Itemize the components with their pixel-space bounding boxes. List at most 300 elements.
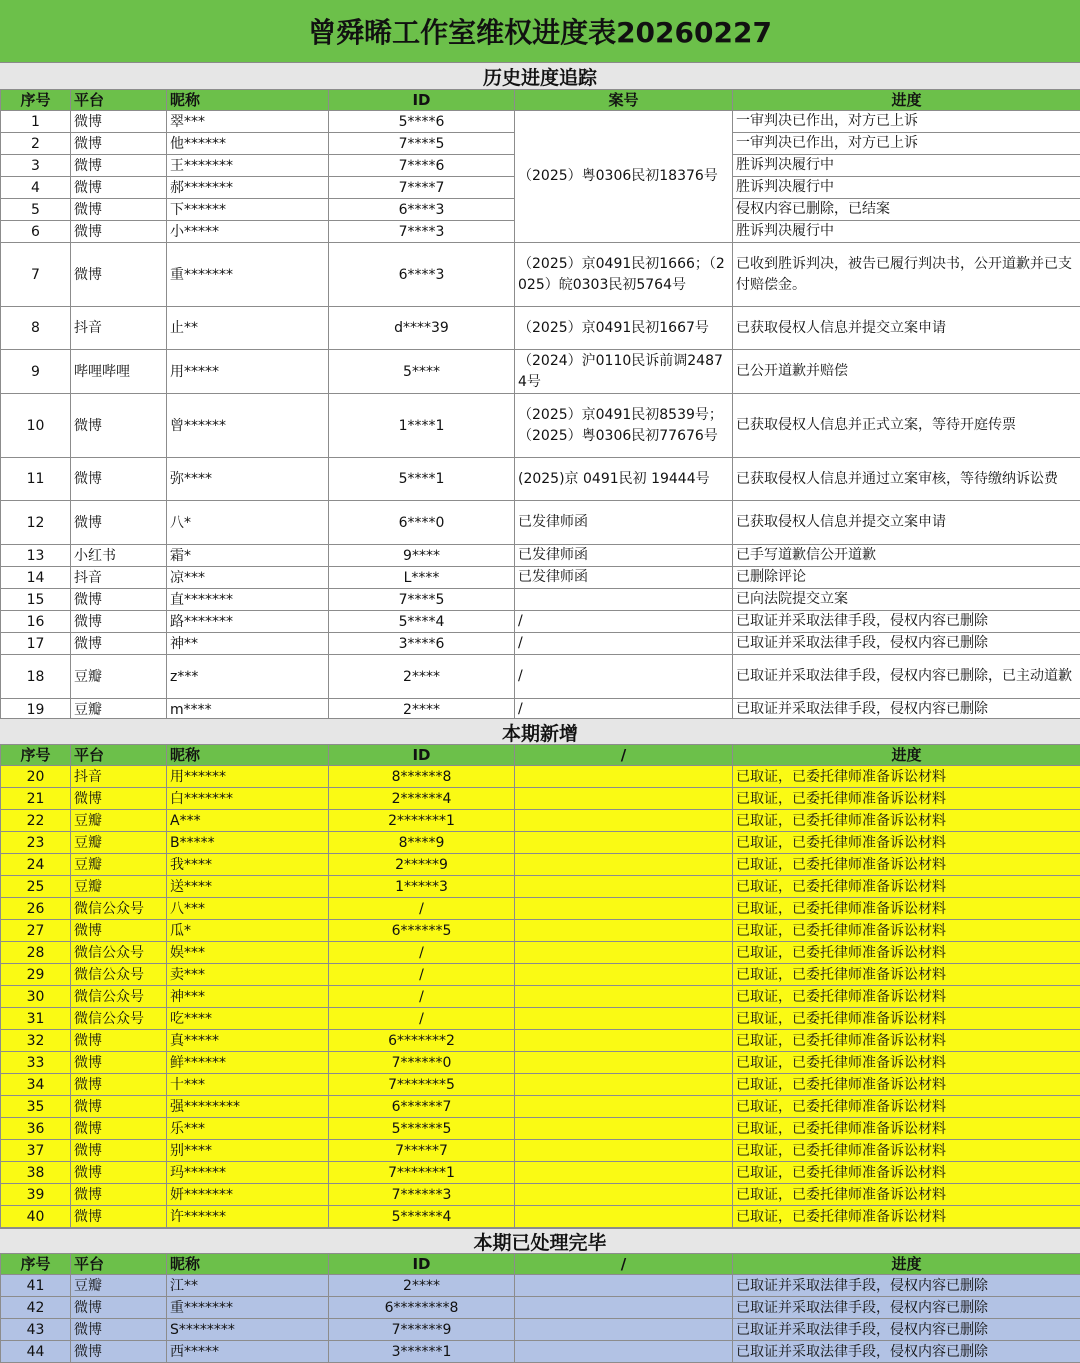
progress-cell: 已取证，已委托律师准备诉讼材料 (733, 788, 1080, 810)
platform-cell: 豆瓣 (71, 1275, 167, 1297)
platform-cell: 微博 (71, 1118, 167, 1140)
platform-cell: 微博 (71, 155, 167, 177)
id-cell: 7*******5 (329, 1074, 515, 1096)
case-number-cell (515, 986, 733, 1008)
row-number: 4 (1, 177, 71, 199)
platform-cell: 微博 (71, 1074, 167, 1096)
case-number-cell: / (515, 633, 733, 655)
case-number-cell (515, 854, 733, 876)
row-number: 43 (1, 1319, 71, 1341)
row-number: 26 (1, 898, 71, 920)
table-row (1, 1341, 1080, 1363)
progress-cell: 已取证，已委托律师准备诉讼材料 (733, 986, 1080, 1008)
row-number: 25 (1, 876, 71, 898)
platform-cell: 微博 (71, 1140, 167, 1162)
progress-cell: 已取证并采取法律手段，侵权内容已删除 (733, 1319, 1080, 1341)
id-cell: 7****5 (329, 589, 515, 611)
progress-cell: 已手写道歉信公开道歉 (733, 545, 1080, 567)
nickname-cell: 娱*** (167, 942, 329, 964)
table-row (1, 920, 1080, 942)
id-cell: 2**** (329, 655, 515, 699)
progress-cell: 已收到胜诉判决，被告已履行判决书，公开道歉并已支付赔偿金。 (733, 243, 1080, 307)
nickname-cell: 强******** (167, 1096, 329, 1118)
case-number-cell (515, 788, 733, 810)
case-number-cell (515, 766, 733, 788)
nickname-cell: 用***** (167, 350, 329, 394)
progress-cell: 已取证，已委托律师准备诉讼材料 (733, 810, 1080, 832)
progress-cell: 一审判决已作出，对方已上诉 (733, 133, 1080, 155)
row-number: 19 (1, 699, 71, 721)
row-number: 38 (1, 1162, 71, 1184)
id-cell: 6*******2 (329, 1030, 515, 1052)
table-row (1, 1140, 1080, 1162)
platform-cell: 微博 (71, 1096, 167, 1118)
col-header-no: 序号 (1, 745, 71, 766)
table-row (1, 832, 1080, 854)
col-header-id: ID (329, 1254, 515, 1275)
table-row (1, 243, 1080, 307)
case-number-cell (515, 1319, 733, 1341)
platform-cell: 微博 (71, 1184, 167, 1206)
case-number-cell (515, 1074, 733, 1096)
id-cell: / (329, 942, 515, 964)
nickname-cell: 王******* (167, 155, 329, 177)
platform-cell: 微信公众号 (71, 964, 167, 986)
section-new-title: 本期新增 (0, 718, 1080, 746)
progress-cell: 已取证，已委托律师准备诉讼材料 (733, 854, 1080, 876)
row-number: 44 (1, 1341, 71, 1363)
platform-cell: 微信公众号 (71, 986, 167, 1008)
nickname-cell: 重******* (167, 1297, 329, 1319)
nickname-cell: S******** (167, 1319, 329, 1341)
table-row (1, 589, 1080, 611)
platform-cell: 微博 (71, 920, 167, 942)
table-row (1, 1096, 1080, 1118)
progress-cell: 一审判决已作出，对方已上诉 (733, 111, 1080, 133)
row-number: 12 (1, 501, 71, 545)
id-cell: 5****4 (329, 611, 515, 633)
row-number: 3 (1, 155, 71, 177)
progress-cell: 已取证，已委托律师准备诉讼材料 (733, 964, 1080, 986)
row-number: 29 (1, 964, 71, 986)
progress-cell: 胜诉判决履行中 (733, 221, 1080, 243)
nickname-cell: 八* (167, 501, 329, 545)
progress-cell: 已取证，已委托律师准备诉讼材料 (733, 1206, 1080, 1228)
progress-cell: 已取证并采取法律手段，侵权内容已删除 (733, 611, 1080, 633)
row-number: 6 (1, 221, 71, 243)
row-number: 2 (1, 133, 71, 155)
col-header-nickname: 昵称 (167, 90, 329, 111)
row-number: 11 (1, 458, 71, 501)
nickname-cell: 弥**** (167, 458, 329, 501)
table-row (1, 567, 1080, 589)
table-row (1, 986, 1080, 1008)
table-row (1, 810, 1080, 832)
nickname-cell: 凉*** (167, 567, 329, 589)
nickname-cell: 霜* (167, 545, 329, 567)
table-row (1, 394, 1080, 458)
row-number: 1 (1, 111, 71, 133)
nickname-cell: 鲜****** (167, 1052, 329, 1074)
id-cell: 8******8 (329, 766, 515, 788)
nickname-cell: 八*** (167, 898, 329, 920)
row-number: 31 (1, 1008, 71, 1030)
row-number: 33 (1, 1052, 71, 1074)
progress-cell: 已取证，已委托律师准备诉讼材料 (733, 898, 1080, 920)
platform-cell: 微博 (71, 611, 167, 633)
case-number-cell (515, 1184, 733, 1206)
nickname-cell: 妍******* (167, 1184, 329, 1206)
id-cell: 7****3 (329, 221, 515, 243)
case-number-cell (515, 1297, 733, 1319)
table-row (1, 854, 1080, 876)
id-cell: / (329, 898, 515, 920)
case-number-cell (515, 1052, 733, 1074)
nickname-cell: 重******* (167, 243, 329, 307)
platform-cell: 微博 (71, 133, 167, 155)
id-cell: 7*******1 (329, 1162, 515, 1184)
nickname-cell: 路******* (167, 611, 329, 633)
case-number-cell (515, 832, 733, 854)
platform-cell: 微博 (71, 1162, 167, 1184)
row-number: 24 (1, 854, 71, 876)
id-cell: 9**** (329, 545, 515, 567)
progress-cell: 已公开道歉并赔偿 (733, 350, 1080, 394)
row-number: 40 (1, 1206, 71, 1228)
table-row (1, 766, 1080, 788)
nickname-cell: 卖*** (167, 964, 329, 986)
row-number: 5 (1, 199, 71, 221)
id-cell: 2*****9 (329, 854, 515, 876)
platform-cell: 豆瓣 (71, 699, 167, 721)
nickname-cell: 白******* (167, 788, 329, 810)
table-row (1, 1118, 1080, 1140)
table-row (1, 1206, 1080, 1228)
case-number-cell (515, 898, 733, 920)
id-cell: 6****3 (329, 243, 515, 307)
case-number-cell (515, 876, 733, 898)
progress-cell: 已取证，已委托律师准备诉讼材料 (733, 766, 1080, 788)
platform-cell: 豆瓣 (71, 832, 167, 854)
id-cell: 3******1 (329, 1341, 515, 1363)
table-row (1, 1319, 1080, 1341)
header-row (1, 1254, 1080, 1275)
progress-cell: 已取证并采取法律手段，侵权内容已删除 (733, 633, 1080, 655)
table-row (1, 1275, 1080, 1297)
case-number-cell (515, 1118, 733, 1140)
progress-cell: 已取证并采取法律手段，侵权内容已删除 (733, 1297, 1080, 1319)
progress-cell: 已取证，已委托律师准备诉讼材料 (733, 942, 1080, 964)
case-number-cell: / (515, 699, 733, 721)
id-cell: 5**** (329, 350, 515, 394)
id-cell: 6******7 (329, 1096, 515, 1118)
table-row (1, 633, 1080, 655)
table-row (1, 898, 1080, 920)
case-number-cell: （2025）京0491民初8539号；（2025）粤0306民初77676号 (515, 394, 733, 458)
platform-cell: 微博 (71, 589, 167, 611)
progress-cell: 已取证并采取法律手段，侵权内容已删除，已主动道歉 (733, 655, 1080, 699)
row-number: 27 (1, 920, 71, 942)
progress-cell: 已取证，已委托律师准备诉讼材料 (733, 920, 1080, 942)
id-cell: / (329, 986, 515, 1008)
id-cell: 5******5 (329, 1118, 515, 1140)
nickname-cell: m**** (167, 699, 329, 721)
id-cell: 1*****3 (329, 876, 515, 898)
nickname-cell: 止** (167, 307, 329, 350)
platform-cell: 微信公众号 (71, 942, 167, 964)
platform-cell: 抖音 (71, 766, 167, 788)
header-row (1, 745, 1080, 766)
case-number-cell (515, 942, 733, 964)
case-number-cell (515, 964, 733, 986)
progress-cell: 已向法院提交立案 (733, 589, 1080, 611)
col-header-id: ID (329, 745, 515, 766)
platform-cell: 微博 (71, 243, 167, 307)
case-number-cell (515, 1341, 733, 1363)
id-cell: 6********8 (329, 1297, 515, 1319)
nickname-cell: 江** (167, 1275, 329, 1297)
platform-cell: 微博 (71, 501, 167, 545)
platform-cell: 抖音 (71, 567, 167, 589)
platform-cell: 哔哩哔哩 (71, 350, 167, 394)
col-header-platform: 平台 (71, 90, 167, 111)
platform-cell: 微信公众号 (71, 1008, 167, 1030)
row-number: 8 (1, 307, 71, 350)
platform-cell: 微博 (71, 633, 167, 655)
table-row (1, 611, 1080, 633)
case-number-cell: 已发律师函 (515, 567, 733, 589)
col-header-no: 序号 (1, 1254, 71, 1275)
id-cell: d****39 (329, 307, 515, 350)
col-header-id: ID (329, 90, 515, 111)
col-header-case: 案号 (515, 90, 733, 111)
table-row (1, 942, 1080, 964)
nickname-cell: 我**** (167, 854, 329, 876)
case-number-cell (515, 1162, 733, 1184)
nickname-cell: 神** (167, 633, 329, 655)
id-cell: 6****3 (329, 199, 515, 221)
case-number-cell (515, 1275, 733, 1297)
progress-cell: 已获取侵权人信息并正式立案，等待开庭传票 (733, 394, 1080, 458)
progress-cell: 已取证，已委托律师准备诉讼材料 (733, 1008, 1080, 1030)
nickname-cell: 神*** (167, 986, 329, 1008)
id-cell: 1****1 (329, 394, 515, 458)
case-number-cell: （2025）京0491民初1667号 (515, 307, 733, 350)
platform-cell: 微博 (71, 1341, 167, 1363)
id-cell: 6****0 (329, 501, 515, 545)
progress-cell: 侵权内容已删除，已结案 (733, 199, 1080, 221)
case-number-cell (515, 920, 733, 942)
id-cell: 7******3 (329, 1184, 515, 1206)
col-header-progress: 进度 (733, 90, 1080, 111)
nickname-cell: 许****** (167, 1206, 329, 1228)
nickname-cell: 真***** (167, 1030, 329, 1052)
progress-cell: 胜诉判决履行中 (733, 155, 1080, 177)
table-row (1, 1297, 1080, 1319)
nickname-cell: 吃**** (167, 1008, 329, 1030)
id-cell: / (329, 1008, 515, 1030)
nickname-cell: 小***** (167, 221, 329, 243)
row-number: 18 (1, 655, 71, 699)
table-row (1, 111, 1080, 133)
progress-cell: 胜诉判决履行中 (733, 177, 1080, 199)
id-cell: 7****7 (329, 177, 515, 199)
platform-cell: 微博 (71, 111, 167, 133)
nickname-cell: 直******* (167, 589, 329, 611)
id-cell: 2**** (329, 699, 515, 721)
platform-cell: 微信公众号 (71, 898, 167, 920)
progress-cell: 已取证，已委托律师准备诉讼材料 (733, 1074, 1080, 1096)
nickname-cell: 十*** (167, 1074, 329, 1096)
nickname-cell: 曾****** (167, 394, 329, 458)
progress-cell: 已取证，已委托律师准备诉讼材料 (733, 1030, 1080, 1052)
case-number-cell: 已发律师函 (515, 545, 733, 567)
row-number: 10 (1, 394, 71, 458)
row-number: 22 (1, 810, 71, 832)
platform-cell: 微博 (71, 1052, 167, 1074)
progress-cell: 已取证，已委托律师准备诉讼材料 (733, 1140, 1080, 1162)
progress-cell: 已取证，已委托律师准备诉讼材料 (733, 1096, 1080, 1118)
case-number-cell: （2024）沪0110民诉前调24874号 (515, 350, 733, 394)
case-number-cell: （2025）京0491民初1666；（2025）皖0303民初5764号 (515, 243, 733, 307)
platform-cell: 小红书 (71, 545, 167, 567)
case-number-cell: / (515, 655, 733, 699)
header-row (1, 90, 1080, 111)
nickname-cell: 翠*** (167, 111, 329, 133)
row-number: 30 (1, 986, 71, 1008)
case-number-cell: 已发律师函 (515, 501, 733, 545)
nickname-cell: 用****** (167, 766, 329, 788)
row-number: 17 (1, 633, 71, 655)
col-header-progress: 进度 (733, 745, 1080, 766)
platform-cell: 微博 (71, 199, 167, 221)
table-row (1, 1184, 1080, 1206)
progress-cell: 已取证，已委托律师准备诉讼材料 (733, 876, 1080, 898)
sheet-title: 曾舜晞工作室维权进度表20260227 (0, 0, 1080, 63)
section-history-title: 历史进度追踪 (0, 62, 1080, 91)
nickname-cell: 西***** (167, 1341, 329, 1363)
nickname-cell: A*** (167, 810, 329, 832)
platform-cell: 微博 (71, 788, 167, 810)
case-number-cell (515, 1008, 733, 1030)
progress-cell: 已取证，已委托律师准备诉讼材料 (733, 832, 1080, 854)
table-row (1, 350, 1080, 394)
progress-cell: 已取证，已委托律师准备诉讼材料 (733, 1162, 1080, 1184)
col-header-case: / (515, 1254, 733, 1275)
id-cell: 5******4 (329, 1206, 515, 1228)
nickname-cell: 乐*** (167, 1118, 329, 1140)
table-row (1, 1052, 1080, 1074)
case-number-cell (515, 810, 733, 832)
table-row (1, 307, 1080, 350)
progress-cell: 已取证并采取法律手段，侵权内容已删除 (733, 699, 1080, 721)
case-number-cell: (2025)京 0491民初 19444号 (515, 458, 733, 501)
row-number: 21 (1, 788, 71, 810)
platform-cell: 抖音 (71, 307, 167, 350)
col-header-nickname: 昵称 (167, 745, 329, 766)
row-number: 13 (1, 545, 71, 567)
table-row (1, 1162, 1080, 1184)
id-cell: L**** (329, 567, 515, 589)
progress-cell: 已获取侵权人信息并提交立案申请 (733, 501, 1080, 545)
row-number: 20 (1, 766, 71, 788)
table-row (1, 545, 1080, 567)
nickname-cell: 下****** (167, 199, 329, 221)
row-number: 28 (1, 942, 71, 964)
table-row (1, 1074, 1080, 1096)
row-number: 36 (1, 1118, 71, 1140)
section-done-title: 本期已处理完毕 (0, 1228, 1080, 1255)
id-cell: 2**** (329, 1275, 515, 1297)
progress-cell: 已删除评论 (733, 567, 1080, 589)
table-row (1, 501, 1080, 545)
platform-cell: 豆瓣 (71, 854, 167, 876)
id-cell: 8****9 (329, 832, 515, 854)
col-header-no: 序号 (1, 90, 71, 111)
row-number: 16 (1, 611, 71, 633)
id-cell: 7****6 (329, 155, 515, 177)
id-cell: 2*******1 (329, 810, 515, 832)
progress-cell: 已获取侵权人信息并提交立案申请 (733, 307, 1080, 350)
case-number-cell (515, 589, 733, 611)
progress-cell: 已获取侵权人信息并通过立案审核，等待缴纳诉讼费 (733, 458, 1080, 501)
table-row (1, 876, 1080, 898)
row-number: 37 (1, 1140, 71, 1162)
platform-cell: 微博 (71, 177, 167, 199)
case-number-cell (515, 1030, 733, 1052)
nickname-cell: 郝******* (167, 177, 329, 199)
nickname-cell: 别**** (167, 1140, 329, 1162)
id-cell: 6******5 (329, 920, 515, 942)
row-number: 42 (1, 1297, 71, 1319)
id-cell: / (329, 964, 515, 986)
nickname-cell: 瓜* (167, 920, 329, 942)
platform-cell: 微博 (71, 1206, 167, 1228)
row-number: 15 (1, 589, 71, 611)
row-number: 23 (1, 832, 71, 854)
id-cell: 5****6 (329, 111, 515, 133)
table-row (1, 458, 1080, 501)
history-table (0, 89, 1080, 721)
row-number: 35 (1, 1096, 71, 1118)
platform-cell: 微博 (71, 394, 167, 458)
table-row (1, 964, 1080, 986)
id-cell: 7******9 (329, 1319, 515, 1341)
row-number: 7 (1, 243, 71, 307)
nickname-cell: z*** (167, 655, 329, 699)
case-number-cell (515, 1206, 733, 1228)
progress-cell: 已取证，已委托律师准备诉讼材料 (733, 1184, 1080, 1206)
progress-cell: 已取证并采取法律手段，侵权内容已删除 (733, 1341, 1080, 1363)
platform-cell: 微博 (71, 1030, 167, 1052)
id-cell: 2******4 (329, 788, 515, 810)
row-number: 34 (1, 1074, 71, 1096)
nickname-cell: 玛****** (167, 1162, 329, 1184)
done-cases-table (0, 1253, 1080, 1363)
id-cell: 3****6 (329, 633, 515, 655)
table-row (1, 788, 1080, 810)
nickname-cell: B***** (167, 832, 329, 854)
platform-cell: 微博 (71, 1297, 167, 1319)
row-number: 39 (1, 1184, 71, 1206)
platform-cell: 微博 (71, 1319, 167, 1341)
id-cell: 7*****7 (329, 1140, 515, 1162)
new-cases-table (0, 744, 1080, 1228)
table-row (1, 1030, 1080, 1052)
row-number: 14 (1, 567, 71, 589)
col-header-platform: 平台 (71, 745, 167, 766)
table-row (1, 1008, 1080, 1030)
